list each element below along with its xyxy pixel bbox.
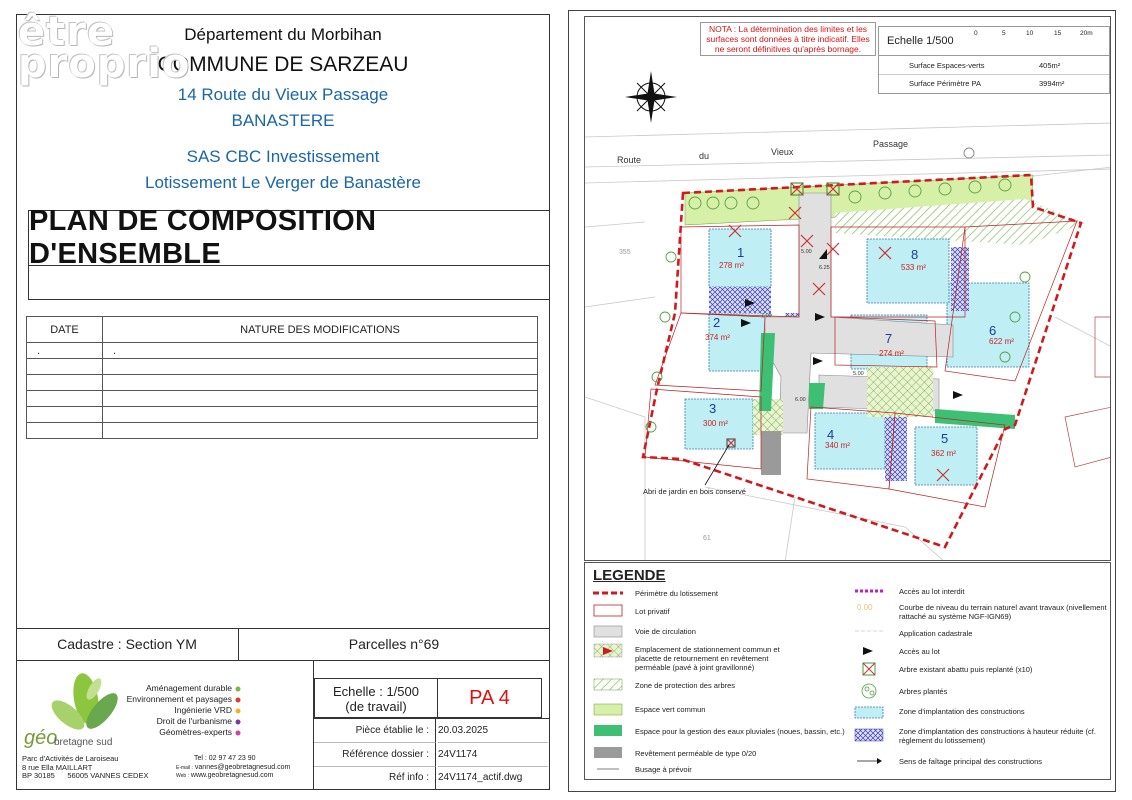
permeable-surface: [761, 431, 781, 475]
piece-value: 20.03.2025: [438, 719, 548, 743]
lot-number: 5: [941, 431, 949, 446]
ref-info-label: Réf info :: [314, 767, 436, 789]
surface-row: [879, 57, 1109, 75]
title-subbox: [28, 266, 550, 300]
sheet-code: PA 4: [438, 678, 542, 718]
ref-dossier-label: Référence dossier :: [314, 743, 436, 767]
lot-number: 4: [827, 427, 835, 442]
service-dots: [234, 685, 242, 741]
divider: [879, 55, 1109, 56]
water-swale: [809, 383, 825, 409]
web-label: Web :: [176, 773, 189, 779]
firm-address: [22, 755, 148, 781]
address-city: 56005 VANNES CEDEX: [67, 771, 149, 780]
surface-label: Surface Espaces-verts: [909, 61, 985, 70]
surface-label: Surface Périmètre PA: [909, 79, 981, 88]
dimension-label: 6.00: [795, 397, 806, 403]
table-row: [27, 359, 538, 375]
table-row: [27, 375, 538, 391]
subdivision-line: Lotissement Le Verger de Banastère: [145, 173, 421, 192]
ref-info-value: 24V1174_actif.dwg: [438, 772, 523, 783]
legend-item: Zone d'implantation des constructions à hauteur réduite (cf. règlement du lotissement): [899, 727, 1096, 745]
lot-area: 340 m²: [825, 441, 850, 450]
address-line-1: Parc d'Activités de Laroiseau: [22, 754, 119, 763]
lot-area: 300 m²: [703, 419, 728, 428]
firm-tel: Tel : 02 97 47 23 90: [194, 755, 256, 762]
parcel-number: 61: [703, 535, 711, 542]
logo-text: géo: [24, 727, 58, 749]
service-item: Droit de l'urbanisme: [156, 716, 232, 726]
table-cell: .: [27, 343, 103, 359]
firm-web[interactable]: www.geobretagnesud.com: [190, 772, 274, 779]
legend-item: Zone de protection des arbres: [635, 681, 736, 690]
lot-number: 6: [989, 323, 997, 338]
table-cell: .: [103, 343, 538, 359]
road-word: Vieux: [771, 147, 794, 157]
legend-item: Emplacement de stationnement commun et placette de retournement en revêtement perméable (pavé à joint gravillonné): [635, 645, 780, 672]
scale-note: (de travail): [345, 699, 407, 714]
legend-item: Périmètre du lotissement: [635, 589, 718, 598]
piece-label: Pièce établie le :: [314, 719, 436, 743]
lot-number: 3: [709, 401, 717, 416]
address-line-3: [22, 772, 148, 781]
legend-item: Application cadastrale: [899, 629, 973, 638]
surface-row: [879, 75, 1109, 93]
legend-item: Voie de circulation: [635, 627, 696, 636]
logo-subtext: bretagne sud: [54, 737, 113, 748]
legend-swatches-left: [593, 587, 629, 777]
legend-item: Espace pour la gestion des eaux pluviales (noues, bassin, etc.): [635, 727, 845, 736]
legend-item: Arbre existant abattu puis replanté (x10): [899, 665, 1033, 674]
scale-tick: 5: [1002, 30, 1006, 37]
address-line-2: 8 rue Ella MAILLART: [22, 762, 93, 772]
scale-tick: 15: [1054, 30, 1062, 37]
legend-item: Accès au lot interdit: [899, 587, 965, 596]
sheet-details: [314, 718, 550, 790]
lot-area: 622 m²: [989, 337, 1014, 346]
turnaround-area: [867, 367, 933, 417]
lot-area: 374 m²: [705, 333, 730, 342]
dimension-label: 5.00: [801, 249, 812, 255]
legend-item: Zone d'implantation des constructions: [899, 707, 1025, 716]
nota-note: NOTA : La détermination des limites et les surfaces sont données à titre indicatif. Elles ne seront définitives qu'après bornage.: [700, 22, 876, 56]
firm-contact: [176, 755, 290, 781]
service-item: Aménagement durable: [145, 683, 232, 693]
legend: [584, 562, 1111, 780]
north-arrow-icon: [625, 71, 677, 123]
dimension-label: 5.00: [853, 371, 864, 377]
lot-number: 8: [911, 247, 919, 262]
company-line: SAS CBC Investissement: [186, 147, 380, 166]
road-word: Route: [617, 155, 642, 165]
watermark-logo: être proprio: [18, 9, 191, 87]
service-item: Environnement et paysages: [126, 694, 232, 704]
legend-item: Sens de faîtage principal des constructions: [899, 757, 1043, 766]
table-row: [27, 391, 538, 407]
ref-dossier-value: 24V1174: [438, 743, 548, 767]
service-item: Géomètres-experts: [159, 727, 232, 737]
email-label: E-mail :: [176, 764, 193, 771]
scale-surfaces-box: [878, 26, 1110, 94]
table-row: [27, 423, 538, 439]
scale-tick: 0: [974, 30, 978, 37]
firm-email[interactable]: vannes@geobretagnesud.com: [194, 763, 291, 771]
road-word: du: [699, 151, 710, 161]
nature-header: NATURE DES MODIFICATIONS: [103, 317, 538, 343]
surface-value: 3994m²: [1039, 79, 1065, 88]
scale-box: [314, 678, 438, 718]
document-title: PLAN DE COMPOSITION D'ENSEMBLE: [28, 210, 550, 266]
services-list: [112, 683, 232, 738]
modifications-table: [26, 316, 538, 439]
department-heading: Département du Morbihan: [184, 25, 382, 44]
site-plan-drawing: [585, 17, 1111, 561]
legend-item: Accès au lot: [899, 647, 940, 656]
scale-tick: 10: [1026, 30, 1034, 37]
dimension-label: 7.00: [761, 313, 772, 319]
neighbor-buildings: [1065, 317, 1111, 467]
scale-tick: 20m: [1080, 30, 1093, 37]
sheet-info-block: [314, 678, 550, 790]
parcel-number: 355: [619, 249, 631, 256]
table-row: [27, 407, 538, 423]
commune-heading: COMMUNE DE SARZEAU: [157, 53, 409, 76]
cadastre-parcels: Parcelles n°69: [348, 636, 440, 652]
date-header: DATE: [27, 317, 103, 343]
lot-area: 533 m²: [901, 263, 926, 272]
lot-number: 7: [885, 331, 893, 346]
surface-value: 405m²: [1039, 61, 1061, 70]
site-plan: [584, 16, 1111, 561]
legend-item: Busage à prévoir: [635, 765, 692, 774]
legend-swatches-right: [853, 583, 889, 779]
cadastre-section: Cadastre : Section YM: [57, 636, 197, 652]
lot-number: 2: [713, 315, 721, 330]
place-line: BANASTERE: [231, 111, 335, 130]
scale-value: Echelle : 1/500: [332, 684, 419, 699]
dimension-label: 6.25: [819, 265, 830, 271]
legend-item: Espace vert commun: [635, 705, 706, 714]
plan-scale-label: Echelle 1/500: [887, 35, 954, 47]
shed-label: Abri de jardin en bois conservé: [643, 487, 746, 496]
address-line: 14 Route du Vieux Passage: [177, 85, 389, 104]
legend-item: Courbe de niveau du terrain naturel avant travaux (nivellement rattaché au système NGF-IGN69): [899, 603, 1107, 621]
cadastre-bar: [16, 628, 550, 661]
road-word: Passage: [873, 139, 909, 149]
legend-title: LEGENDE: [593, 567, 666, 584]
address-bp: BP 30185: [22, 771, 55, 780]
table-row: [27, 343, 538, 359]
lot-area: 274 m²: [879, 349, 904, 358]
lot-area: 278 m²: [719, 261, 744, 270]
legend-item: Revêtement perméable de type 0/20: [635, 749, 757, 758]
lot-area: 362 m²: [931, 449, 956, 458]
contour-value: 0.00: [857, 603, 873, 612]
legend-item: Lot privatif: [635, 607, 670, 616]
service-item: Ingénierie VRD: [174, 705, 232, 715]
firm-block: [16, 661, 314, 790]
lot-number: 1: [737, 245, 745, 260]
legend-item: Arbres plantés: [899, 687, 948, 696]
